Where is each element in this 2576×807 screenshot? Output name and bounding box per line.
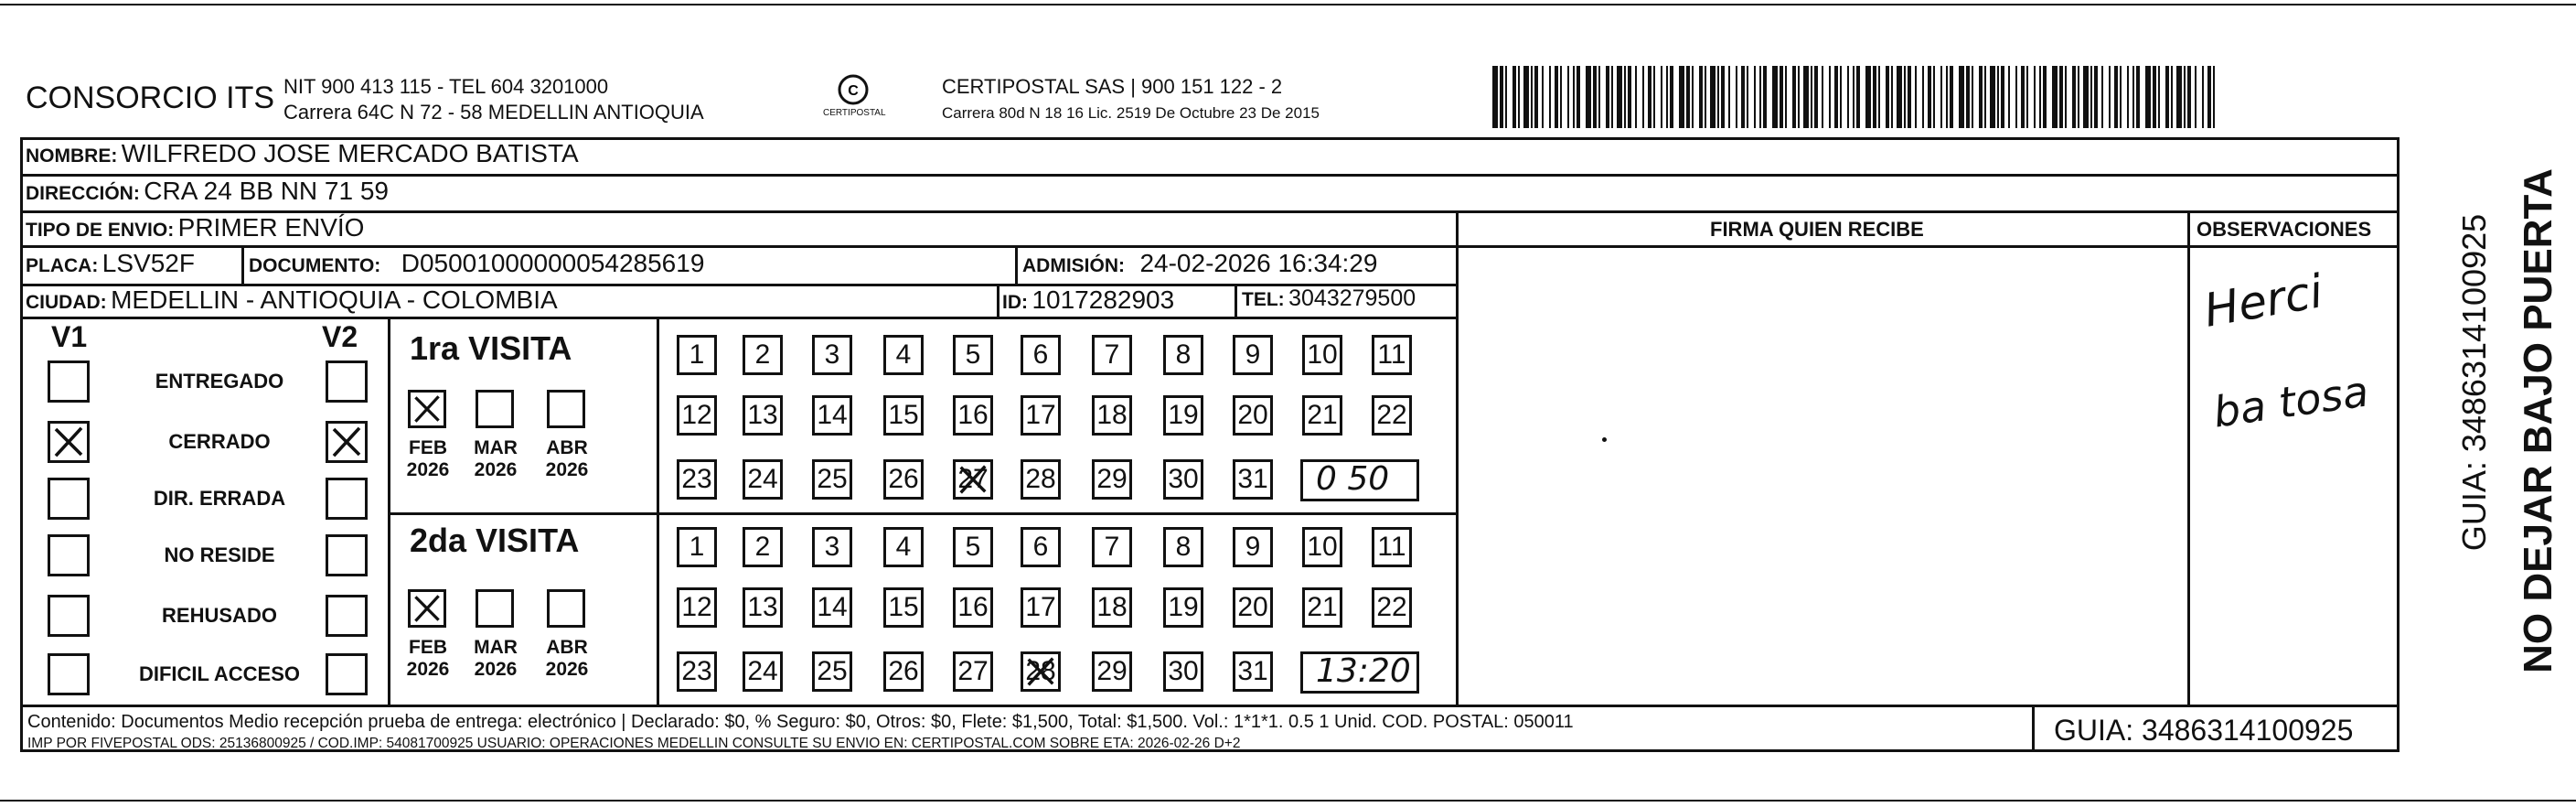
day-cell[interactable] (953, 587, 993, 628)
day-cell[interactable] (883, 335, 924, 375)
day-number: 21 (1307, 592, 1338, 622)
day-cell[interactable] (1372, 587, 1412, 628)
day-number: 20 (1237, 592, 1268, 622)
tipo-label: TIPO DE ENVIO: (26, 220, 175, 241)
v1-label: V1 (51, 320, 88, 353)
day-number: 19 (1168, 592, 1199, 622)
logo-text: CERTIPOSTAL (823, 108, 886, 118)
day-cell[interactable] (812, 527, 852, 567)
day-number: 28 (1025, 464, 1056, 494)
day-number: 29 (1096, 464, 1128, 494)
company-name: CONSORCIO ITS (26, 81, 275, 115)
v1-checkbox[interactable] (48, 421, 90, 463)
day-number: 7 (1104, 339, 1120, 370)
col-line (241, 245, 244, 284)
time-box[interactable] (1300, 459, 1419, 501)
day-number: 26 (888, 464, 919, 494)
row-line (20, 317, 1458, 319)
day-cell[interactable] (677, 651, 717, 692)
row-line (20, 705, 2400, 707)
time-box[interactable] (1300, 651, 1419, 694)
day-number: 17 (1025, 400, 1056, 430)
day-mark-icon (1023, 654, 1058, 689)
status-label: REHUSADO (162, 604, 277, 627)
v1-checkbox[interactable] (48, 534, 90, 576)
day-number: 18 (1096, 400, 1128, 430)
day-number: 11 (1377, 532, 1406, 562)
contenido-line: Contenido: Documentos Medio recepción prueba de entrega: electrónico | Declarado: $0, % Seguro: $0, Otros: $0, Flete: $1,500, Total: $1,500. Vol.: 1*1*1. 0.5 1 Unid. COD. POSTAL: 050011 (27, 712, 1574, 732)
check-mark-icon (328, 424, 365, 460)
day-number: 8 (1175, 532, 1192, 562)
day-cell[interactable] (1233, 651, 1273, 692)
day-number: 24 (747, 656, 778, 686)
row-line (20, 245, 1458, 248)
tel-label: TEL: (1242, 289, 1285, 310)
check-mark-icon (411, 393, 444, 425)
day-cell[interactable] (953, 335, 993, 375)
day-number: 1 (689, 532, 705, 562)
svg-text:C: C (848, 83, 859, 99)
observation-handwriting-1: Herci (2199, 264, 2327, 338)
nombre-row (26, 139, 579, 168)
col-line (657, 317, 659, 705)
day-number: 9 (1245, 532, 1261, 562)
day-number: 12 (681, 592, 712, 622)
col-line (1015, 245, 1018, 284)
month-label: ABR (546, 637, 588, 658)
day-number: 30 (1168, 464, 1199, 494)
day-cell[interactable] (1163, 527, 1203, 567)
day-number: 20 (1237, 400, 1268, 430)
month-checkbox[interactable] (408, 589, 446, 628)
day-number: 16 (957, 400, 989, 430)
day-number: 23 (681, 656, 712, 686)
day-cell[interactable] (812, 587, 852, 628)
visit-divider (388, 512, 1458, 515)
day-cell[interactable] (1233, 459, 1273, 500)
day-number: 4 (895, 532, 912, 562)
day-number: 6 (1032, 339, 1049, 370)
time-value: 13:20 (1316, 652, 1411, 690)
v2-checkbox[interactable] (326, 478, 368, 520)
col-line (388, 317, 390, 705)
certipostal-line: CERTIPOSTAL SAS | 900 151 122 - 2 (942, 75, 1283, 98)
col-line (2032, 705, 2035, 752)
documento-value: D05001000000054285619 (401, 249, 705, 277)
day-cell[interactable] (1021, 651, 1061, 692)
side-guia-text: GUIA: 3486314100925 (2455, 213, 2493, 552)
barcode (1492, 66, 2215, 128)
no-dejar-text: NO DEJAR BAJO PUERTA (2516, 168, 2560, 673)
day-mark-icon (956, 462, 990, 497)
row-line (1456, 245, 2400, 248)
day-number: 10 (1307, 532, 1338, 562)
day-cell[interactable] (743, 587, 783, 628)
admision-label: ADMISIÓN: (1022, 255, 1125, 276)
direccion-label: DIRECCIÓN: (26, 183, 140, 204)
nit-line: NIT 900 413 115 - TEL 604 3201000 (283, 75, 609, 98)
day-cell[interactable] (1021, 459, 1061, 500)
nombre-label: NOMBRE: (26, 145, 118, 167)
tel-value: 3043279500 (1288, 285, 1416, 311)
barcode-bar (2213, 66, 2215, 128)
day-cell[interactable] (883, 527, 924, 567)
v1-checkbox[interactable] (48, 360, 90, 403)
day-number: 10 (1307, 339, 1338, 370)
day-cell[interactable] (953, 459, 993, 500)
day-cell[interactable] (812, 459, 852, 500)
day-cell[interactable] (883, 395, 924, 436)
day-cell[interactable] (883, 587, 924, 628)
day-cell[interactable] (1092, 651, 1132, 692)
bottom-rule (0, 800, 2576, 802)
day-number: 13 (747, 592, 778, 622)
day-cell[interactable] (1233, 527, 1273, 567)
day-cell[interactable] (1163, 395, 1203, 436)
day-number: 18 (1096, 592, 1128, 622)
day-cell[interactable] (812, 395, 852, 436)
day-number: 23 (681, 464, 712, 494)
day-cell[interactable] (1021, 527, 1061, 567)
day-cell[interactable] (743, 395, 783, 436)
day-number: 3 (824, 339, 840, 370)
certipostal-logo (812, 71, 894, 124)
v1-checkbox[interactable] (48, 478, 90, 520)
day-cell[interactable] (883, 651, 924, 692)
day-cell[interactable] (743, 459, 783, 500)
year-label: 2026 (545, 659, 589, 680)
month-label: MAR (474, 637, 518, 658)
day-cell[interactable] (1233, 587, 1273, 628)
documento-label: DOCUMENTO: (249, 255, 381, 276)
day-cell[interactable] (1233, 335, 1273, 375)
col-line (997, 284, 999, 317)
day-number: 11 (1377, 339, 1406, 370)
ciudad-row (26, 285, 558, 315)
tipo-value: PRIMER ENVÍO (177, 213, 365, 242)
month-checkbox[interactable] (476, 589, 514, 628)
day-number: 24 (747, 464, 778, 494)
id-label: ID: (1002, 292, 1028, 313)
status-label: NO RESIDE (164, 543, 275, 566)
month-checkbox[interactable] (408, 390, 446, 428)
v2-label: V2 (322, 320, 358, 353)
form-frame (20, 137, 2400, 752)
check-mark-icon (411, 592, 444, 625)
day-cell[interactable] (1163, 651, 1203, 692)
placa-value: LSV52F (102, 249, 195, 277)
day-cell[interactable] (1302, 527, 1342, 567)
month-label: FEB (409, 637, 447, 658)
imp-line: IMP POR FIVEPOSTAL ODS: 25136800925 / COD.IMP: 54081700925 USUARIO: OPERACIONES MEDELLIN CONSULTE SU ENVIO EN: CERTIPOSTAL.COM SOBRE ETA: 2026-02-26 D+2 (27, 736, 1241, 751)
day-cell[interactable] (1302, 587, 1342, 628)
top-rule (0, 4, 2576, 5)
day-cell[interactable] (812, 335, 852, 375)
day-cell[interactable] (677, 527, 717, 567)
day-cell[interactable] (1163, 459, 1203, 500)
day-cell[interactable] (953, 527, 993, 567)
v2-checkbox[interactable] (326, 534, 368, 576)
day-number: 14 (817, 592, 848, 622)
day-number: 15 (888, 592, 919, 622)
day-cell[interactable] (1092, 395, 1132, 436)
day-cell[interactable] (743, 651, 783, 692)
day-number: 2 (754, 532, 771, 562)
id-value: 1017282903 (1031, 285, 1175, 314)
placa-row (26, 249, 195, 278)
day-number: 25 (817, 656, 848, 686)
nombre-value: WILFREDO JOSE MERCADO BATISTA (121, 139, 579, 167)
day-number: 7 (1104, 532, 1120, 562)
day-number: 5 (965, 532, 981, 562)
month-label: MAR (474, 437, 518, 458)
day-number: 22 (1376, 400, 1407, 430)
day-number: 9 (1245, 339, 1261, 370)
day-number: 29 (1096, 656, 1128, 686)
day-cell[interactable] (812, 651, 852, 692)
day-number: 6 (1032, 532, 1049, 562)
first-visit-title: 1ra VISITA (410, 329, 572, 367)
day-number: 15 (888, 400, 919, 430)
day-number: 2 (754, 339, 771, 370)
day-cell[interactable] (1092, 587, 1132, 628)
day-cell[interactable] (1302, 335, 1342, 375)
direccion-value: CRA 24 BB NN 71 59 (144, 177, 389, 205)
row-line (20, 210, 2400, 213)
year-label: 2026 (545, 459, 589, 480)
day-number: 1 (689, 339, 705, 370)
v2-checkbox[interactable] (326, 653, 368, 695)
day-cell[interactable] (677, 395, 717, 436)
observation-handwriting-2: ba tosa (2210, 366, 2372, 437)
month-checkbox[interactable] (547, 589, 585, 628)
guia-box: GUIA: 3486314100925 (2054, 714, 2354, 747)
day-cell[interactable] (1021, 395, 1061, 436)
day-cell[interactable] (1302, 395, 1342, 436)
year-label: 2026 (474, 459, 518, 480)
month-label: FEB (409, 437, 447, 458)
day-number: 28 (1025, 656, 1056, 686)
day-number: 25 (817, 464, 848, 494)
day-number: 22 (1376, 592, 1407, 622)
day-cell[interactable] (1372, 395, 1412, 436)
address-line: Carrera 64C N 72 - 58 MEDELLIN ANTIOQUIA (283, 101, 704, 124)
documento-row (249, 249, 704, 278)
day-cell[interactable] (1372, 527, 1412, 567)
time-value: 0 50 (1316, 460, 1390, 498)
day-cell[interactable] (1163, 587, 1203, 628)
direccion-row (26, 177, 389, 206)
day-cell[interactable] (1092, 527, 1132, 567)
col-line (1456, 210, 1459, 705)
signature-mark (1602, 437, 1607, 442)
day-number: 31 (1237, 656, 1268, 686)
day-number: 17 (1025, 592, 1056, 622)
day-cell[interactable] (677, 587, 717, 628)
placa-label: PLACA: (26, 255, 99, 276)
day-number: 3 (824, 532, 840, 562)
day-number: 13 (747, 400, 778, 430)
check-mark-icon (50, 424, 87, 460)
day-cell[interactable] (677, 335, 717, 375)
day-cell[interactable] (1021, 335, 1061, 375)
day-cell[interactable] (743, 527, 783, 567)
ciudad-label: CIUDAD: (26, 292, 107, 313)
day-cell[interactable] (677, 459, 717, 500)
day-number: 5 (965, 339, 981, 370)
admision-value: 24-02-2026 16:34:29 (1139, 249, 1378, 277)
day-number: 30 (1168, 656, 1199, 686)
col-line (2187, 210, 2190, 705)
v1-checkbox[interactable] (48, 653, 90, 695)
day-cell[interactable] (1092, 459, 1132, 500)
col-line (1235, 284, 1237, 317)
day-number: 8 (1175, 339, 1192, 370)
month-checkbox[interactable] (547, 390, 585, 428)
day-number: 27 (957, 464, 989, 494)
observaciones-header: OBSERVACIONES (2197, 218, 2372, 241)
firma-header: FIRMA QUIEN RECIBE (1710, 218, 1924, 241)
day-cell[interactable] (953, 395, 993, 436)
day-number: 21 (1307, 400, 1338, 430)
year-label: 2026 (406, 659, 450, 680)
day-number: 12 (681, 400, 712, 430)
status-label: ENTREGADO (155, 370, 284, 393)
status-label: DIFICIL ACCESO (138, 662, 300, 685)
year-label: 2026 (474, 659, 518, 680)
month-label: ABR (546, 437, 588, 458)
license-line: Carrera 80d N 18 16 Lic. 2519 De Octubre 23 De 2015 (942, 104, 1320, 122)
day-number: 16 (957, 592, 989, 622)
v2-checkbox[interactable] (326, 360, 368, 403)
day-cell[interactable] (1372, 335, 1412, 375)
second-visit-title: 2da VISITA (410, 522, 580, 559)
day-cell[interactable] (1021, 587, 1061, 628)
day-cell[interactable] (953, 651, 993, 692)
month-checkbox[interactable] (476, 390, 514, 428)
day-number: 31 (1237, 464, 1268, 494)
tel-row (1242, 285, 1416, 312)
day-number: 27 (957, 656, 989, 686)
v1-checkbox[interactable] (48, 595, 90, 637)
day-number: 26 (888, 656, 919, 686)
day-cell[interactable] (1092, 335, 1132, 375)
v2-checkbox[interactable] (326, 421, 368, 463)
day-cell[interactable] (1233, 395, 1273, 436)
v2-checkbox[interactable] (326, 595, 368, 637)
year-label: 2026 (406, 459, 450, 480)
tipo-row (26, 213, 364, 242)
day-cell[interactable] (743, 335, 783, 375)
day-cell[interactable] (883, 459, 924, 500)
id-row (1002, 285, 1174, 315)
day-number: 19 (1168, 400, 1199, 430)
status-label: DIR. ERRADA (153, 487, 286, 510)
day-number: 14 (817, 400, 848, 430)
status-label: CERRADO (168, 430, 271, 453)
day-number: 4 (895, 339, 912, 370)
day-cell[interactable] (1163, 335, 1203, 375)
ciudad-value: MEDELLIN - ANTIOQUIA - COLOMBIA (111, 285, 558, 314)
admision-row (1022, 249, 1377, 278)
